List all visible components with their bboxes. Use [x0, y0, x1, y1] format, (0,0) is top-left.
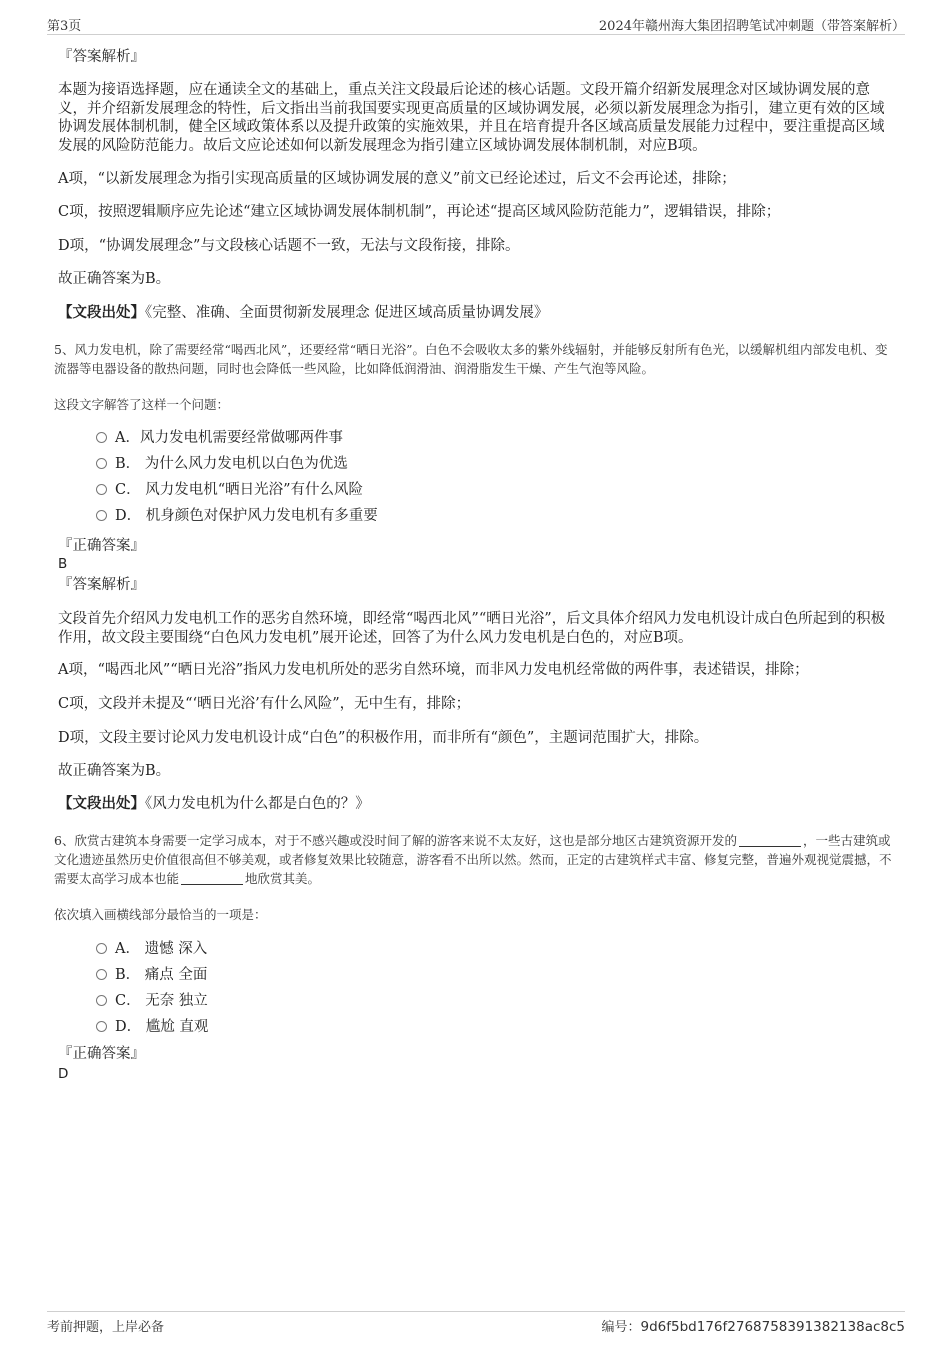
q4-conclusion: 故正确答案为B。	[58, 271, 171, 287]
q5-prompt: 这段文字解答了这样一个问题：	[54, 397, 230, 412]
q5-stem: 5、风力发电机，除了需要经常“喝西北风”，还要经常“晒日光浴”。白色不会吸收太多的紫外线辐射，并能够反射所有色光，以缓解机组内部发电机、变流器等电器设备的散热问题，同时也会降低一些风险，比如降低润滑油、润滑脂发生干燥、产生气泡等风险。	[54, 342, 888, 376]
q6-option-a[interactable]: A． 遗憾 深入	[96, 939, 207, 959]
document-code: 编号：9d6f5bd176f2768758391382138ac8c5	[601, 1319, 905, 1335]
fill-blank-1	[739, 834, 801, 847]
q5-source	[58, 795, 893, 814]
q6-option-c[interactable]: C． 无奈 独立	[96, 991, 208, 1011]
q6-answer: D	[58, 1066, 69, 1082]
q5-analysis-option-a: A项，“喝西北风”“晒日光浴”指风力发电机所处的恶劣自然环境，而非风力发电机经常做的两件事，表述错误，排除；	[58, 662, 809, 678]
q5-answer: B	[58, 556, 68, 572]
q4-analysis-label: 『答案解析』	[58, 49, 145, 65]
document-title: 2024年赣州海大集团招聘笔试冲刺题（带答案解析）	[598, 19, 905, 34]
q5-option-c[interactable]: C． 风力发电机“晒日光浴”有什么风险	[96, 480, 363, 500]
q4-source-label: 【文段出处】	[58, 304, 145, 321]
q6-answer-label: 『正确答案』	[58, 1046, 145, 1062]
radio-icon[interactable]	[96, 510, 107, 521]
q5-answer-label: 『正确答案』	[58, 538, 145, 554]
q5-source-label: 【文段出处】	[58, 795, 145, 812]
q4-analysis-option-a: A项，“以新发展理念为指引实现高质量的区域协调发展的意义”前文已经论述过，后文不会再论述，排除；	[58, 171, 736, 187]
q5-option-b[interactable]: B． 为什么风力发电机以白色为优选	[96, 454, 348, 474]
radio-icon[interactable]	[96, 484, 107, 495]
q4-analysis-option-d: D项，“协调发展理念”与文段核心话题不一致，无法与文段衔接，排除。	[58, 238, 520, 254]
radio-icon[interactable]	[96, 432, 107, 443]
q5-option-a[interactable]: A．风力发电机需要经常做哪两件事	[96, 428, 343, 448]
q4-analysis-paragraph: 本题为接语选择题，应在通读全文的基础上，重点关注文段最后论述的核心话题。文段开篇介绍新发展理念对区域协调发展的意义，并介绍新发展理念的特性，后文指出当前我国要实现更高质量的区域协调发展，必须以新发展理念为指引，建立更有效的区域协调发展体制机制，健全区域政策体系以及提升政策的实施效果，并且在培育提升各区域高质量发展能力过程中，要注重提高区域发展的风险防范能力。故后文应论述如何以新发展理念为指引建立区域协调发展体制机制，对应B项。	[58, 82, 885, 154]
fill-blank-2	[181, 872, 243, 885]
page-header	[47, 12, 905, 35]
q4-source	[58, 304, 893, 323]
q4-analysis-option-c: C项，按照逻辑顺序应先论述“建立区域协调发展体制机制”，再论述“提高区域风险防范能力”，逻辑错误，排除；	[58, 204, 781, 220]
radio-icon[interactable]	[96, 458, 107, 469]
page-footer	[47, 1311, 905, 1336]
footer-slogan: 考前押题，上岸必备	[47, 1320, 165, 1335]
radio-icon[interactable]	[96, 943, 107, 954]
q4-source-text: 《完整、准确、全面贯彻新发展理念 促进区域高质量协调发展》	[145, 305, 549, 321]
q5-option-d[interactable]: D． 机身颜色对保护风力发电机有多重要	[96, 506, 378, 526]
q6-option-d[interactable]: D． 尴尬 直观	[96, 1017, 208, 1037]
q5-conclusion: 故正确答案为B。	[58, 763, 171, 779]
q5-analysis-option-d: D项，文段主要讨论风力发电机设计成“白色”的积极作用，而非所有“颜色”，主题词范围扩大，排除。	[58, 730, 709, 746]
q5-analysis-option-c: C项，文段并未提及“‘晒日光浴’有什么风险”，无中生有，排除；	[58, 696, 471, 712]
q5-analysis-paragraph: 文段首先介绍风力发电机工作的恶劣自然环境，即经常“喝西北风”“晒日光浴”，后文具体介绍风力发电机设计成白色所起到的积极作用，故文段主要围绕“白色风力发电机”展开论述，回答了为什么风力发电机是白色的，对应B项。	[58, 611, 886, 646]
radio-icon[interactable]	[96, 995, 107, 1006]
radio-icon[interactable]	[96, 969, 107, 980]
q5-source-text: 《风力发电机为什么都是白色的？》	[145, 796, 370, 812]
page-number: 第3页	[47, 19, 82, 34]
q6-stem: 6、欣赏古建筑本身需要一定学习成本，对于不感兴趣或没时间了解的游客来说不太友好，这也是部分地区古建筑资源开发的 ，一些古建筑或文化遗迹虽然历史价值很高但不够美观，或者修复效果比较随意，游客看不出所以然。然而，正定的古建筑样式丰富、修复完整，普遍外观视觉震撼，不需要太高学习成本也能 地欣赏其美。	[54, 833, 892, 886]
q6-prompt: 依次填入画横线部分最恰当的一项是：	[54, 907, 267, 922]
q5-analysis-label: 『答案解析』	[58, 577, 145, 593]
radio-icon[interactable]	[96, 1021, 107, 1032]
q6-option-b[interactable]: B． 痛点 全面	[96, 965, 207, 985]
